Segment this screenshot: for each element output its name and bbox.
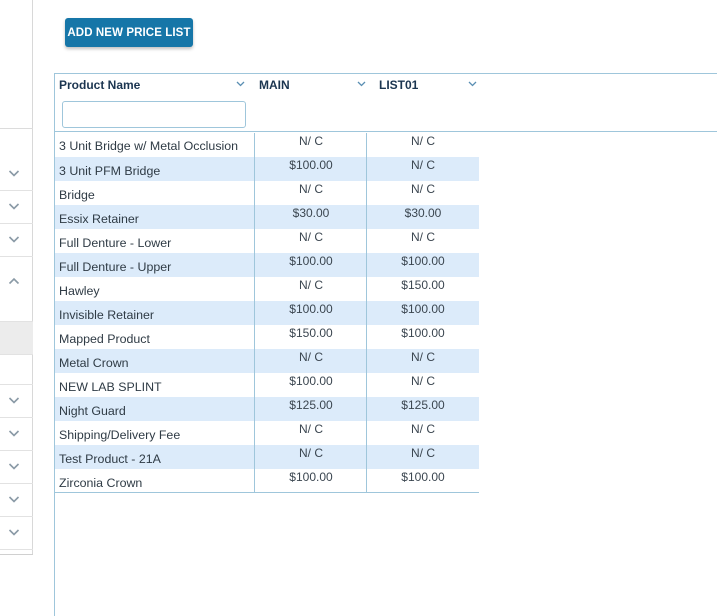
cell-main-price[interactable]: $100.00: [289, 254, 333, 268]
sidebar-bottom-divider: [0, 554, 33, 555]
cell-list01-price[interactable]: N/ C: [411, 134, 435, 148]
cell-product-name: [55, 229, 255, 253]
sidebar-item[interactable]: [0, 484, 33, 517]
cell-product-name: [55, 325, 255, 349]
cell-product-name: [55, 301, 255, 325]
sidebar-item[interactable]: [0, 517, 33, 550]
cell-list01-price[interactable]: $100.00: [401, 470, 445, 484]
cell-list01-price[interactable]: $125.00: [401, 398, 445, 412]
chevron-down-icon[interactable]: [468, 81, 477, 87]
table-row[interactable]: [55, 421, 479, 445]
table-row[interactable]: [55, 349, 479, 373]
cell-product-name: [55, 397, 255, 421]
cell-main-price[interactable]: N/ C: [299, 182, 323, 196]
cell-main-price[interactable]: N/ C: [299, 422, 323, 436]
cell-list01-price[interactable]: N/ C: [411, 350, 435, 364]
cell-main-price[interactable]: N/ C: [299, 446, 323, 460]
cell-main-price[interactable]: $125.00: [289, 398, 333, 412]
product-name-text: Metal Crown: [59, 356, 129, 370]
cell-product-name: [55, 205, 255, 229]
table-row[interactable]: [55, 205, 479, 229]
cell-product-name: [55, 349, 255, 373]
cell-product-name: [55, 469, 255, 493]
product-name-text: Night Guard: [59, 404, 126, 418]
product-name-filter-input[interactable]: [62, 101, 246, 128]
product-name-text: Full Denture - Upper: [59, 260, 172, 274]
cell-product-name: [55, 373, 255, 397]
sidebar-item[interactable]: [0, 224, 33, 257]
cell-list01-price[interactable]: N/ C: [411, 182, 435, 196]
sidebar-item[interactable]: [0, 191, 33, 224]
cell-product-name: [55, 253, 255, 277]
chevron-down-icon[interactable]: [8, 396, 20, 405]
cell-list01-price[interactable]: N/ C: [411, 158, 435, 172]
cell-list01-price[interactable]: N/ C: [411, 230, 435, 244]
cell-main-price[interactable]: N/ C: [299, 350, 323, 364]
product-name-text: 3 Unit PFM Bridge: [59, 164, 161, 178]
cell-list01-price[interactable]: N/ C: [411, 446, 435, 460]
table-row[interactable]: [55, 157, 479, 181]
table-row[interactable]: [55, 469, 479, 493]
product-name-text: Bridge: [59, 188, 95, 202]
chevron-down-icon[interactable]: [8, 235, 20, 244]
product-name-text: NEW LAB SPLINT: [59, 380, 162, 394]
column-divider: [366, 133, 367, 492]
sidebar-divider: [0, 128, 33, 129]
chevron-down-icon[interactable]: [8, 462, 20, 471]
cell-list01-price[interactable]: N/ C: [411, 422, 435, 436]
product-name-text: Invisible Retainer: [59, 308, 155, 322]
product-name-text: Mapped Product: [59, 332, 150, 346]
column-header-product-name[interactable]: Product Name: [59, 78, 141, 92]
product-name-text: 3 Unit Bridge w/ Metal Occlusion: [59, 139, 239, 153]
cell-product-name: [55, 157, 255, 181]
price-list-table-body: [55, 133, 479, 493]
column-divider: [254, 133, 255, 492]
chevron-down-icon[interactable]: [357, 81, 366, 87]
cell-list01-price[interactable]: N/ C: [411, 374, 435, 388]
cell-list01-price[interactable]: $150.00: [401, 278, 445, 292]
table-row[interactable]: [55, 325, 479, 349]
table-row[interactable]: [55, 373, 479, 397]
product-name-text: Hawley: [59, 284, 100, 298]
product-name-text: Shipping/Delivery Fee: [59, 428, 181, 442]
table-row[interactable]: [55, 445, 479, 469]
column-header-list01[interactable]: LIST01: [379, 78, 419, 92]
chevron-down-icon[interactable]: [236, 81, 245, 87]
table-row[interactable]: [55, 277, 479, 301]
cell-list01-price[interactable]: $100.00: [401, 326, 445, 340]
cell-product-name: [55, 181, 255, 205]
cell-product-name: [55, 421, 255, 445]
cell-list01-price[interactable]: $30.00: [404, 206, 442, 220]
cell-main-price[interactable]: N/ C: [299, 134, 323, 148]
cell-main-price[interactable]: N/ C: [299, 278, 323, 292]
table-row[interactable]: [55, 253, 479, 277]
column-header-main[interactable]: MAIN: [259, 78, 290, 92]
cell-main-price[interactable]: $150.00: [289, 326, 333, 340]
sidebar-item[interactable]: [0, 451, 33, 484]
table-row[interactable]: [55, 133, 479, 157]
table-bottom-border: [55, 492, 479, 493]
cell-product-name: [55, 133, 255, 157]
cell-product-name: [55, 277, 255, 301]
chevron-up-icon[interactable]: [8, 277, 20, 286]
product-name-text: Zirconia Crown: [59, 476, 143, 490]
cell-main-price[interactable]: $100.00: [289, 302, 333, 316]
table-row[interactable]: [55, 397, 479, 421]
chevron-down-icon[interactable]: [8, 495, 20, 504]
table-row[interactable]: [55, 229, 479, 253]
sidebar-item[interactable]: [0, 385, 33, 418]
cell-list01-price[interactable]: $100.00: [401, 254, 445, 268]
chevron-down-icon[interactable]: [8, 429, 20, 438]
add-new-price-list-button[interactable]: ADD NEW PRICE LIST: [65, 18, 193, 47]
cell-main-price[interactable]: $30.00: [292, 206, 330, 220]
product-name-text: Full Denture - Lower: [59, 236, 172, 250]
sidebar-item[interactable]: [0, 355, 33, 385]
product-name-text: Test Product - 21A: [59, 452, 161, 466]
sidebar-item[interactable]: [0, 418, 33, 451]
chevron-down-icon[interactable]: [8, 202, 20, 211]
sidebar-item[interactable]: [0, 257, 33, 322]
sidebar-item[interactable]: [0, 322, 33, 355]
table-row[interactable]: [55, 301, 479, 325]
cell-main-price[interactable]: N/ C: [299, 230, 323, 244]
cell-main-price[interactable]: $100.00: [289, 158, 333, 172]
chevron-down-icon[interactable]: [8, 528, 20, 537]
cell-main-price[interactable]: $100.00: [289, 470, 333, 484]
table-row[interactable]: [55, 181, 479, 205]
cell-list01-price[interactable]: $100.00: [401, 302, 445, 316]
chevron-down-icon[interactable]: [8, 169, 20, 178]
sidebar-item[interactable]: [0, 158, 33, 191]
product-name-text: Essix Retainer: [59, 212, 139, 226]
cell-main-price[interactable]: $100.00: [289, 374, 333, 388]
cell-product-name: [55, 445, 255, 469]
header-divider: [55, 131, 717, 132]
